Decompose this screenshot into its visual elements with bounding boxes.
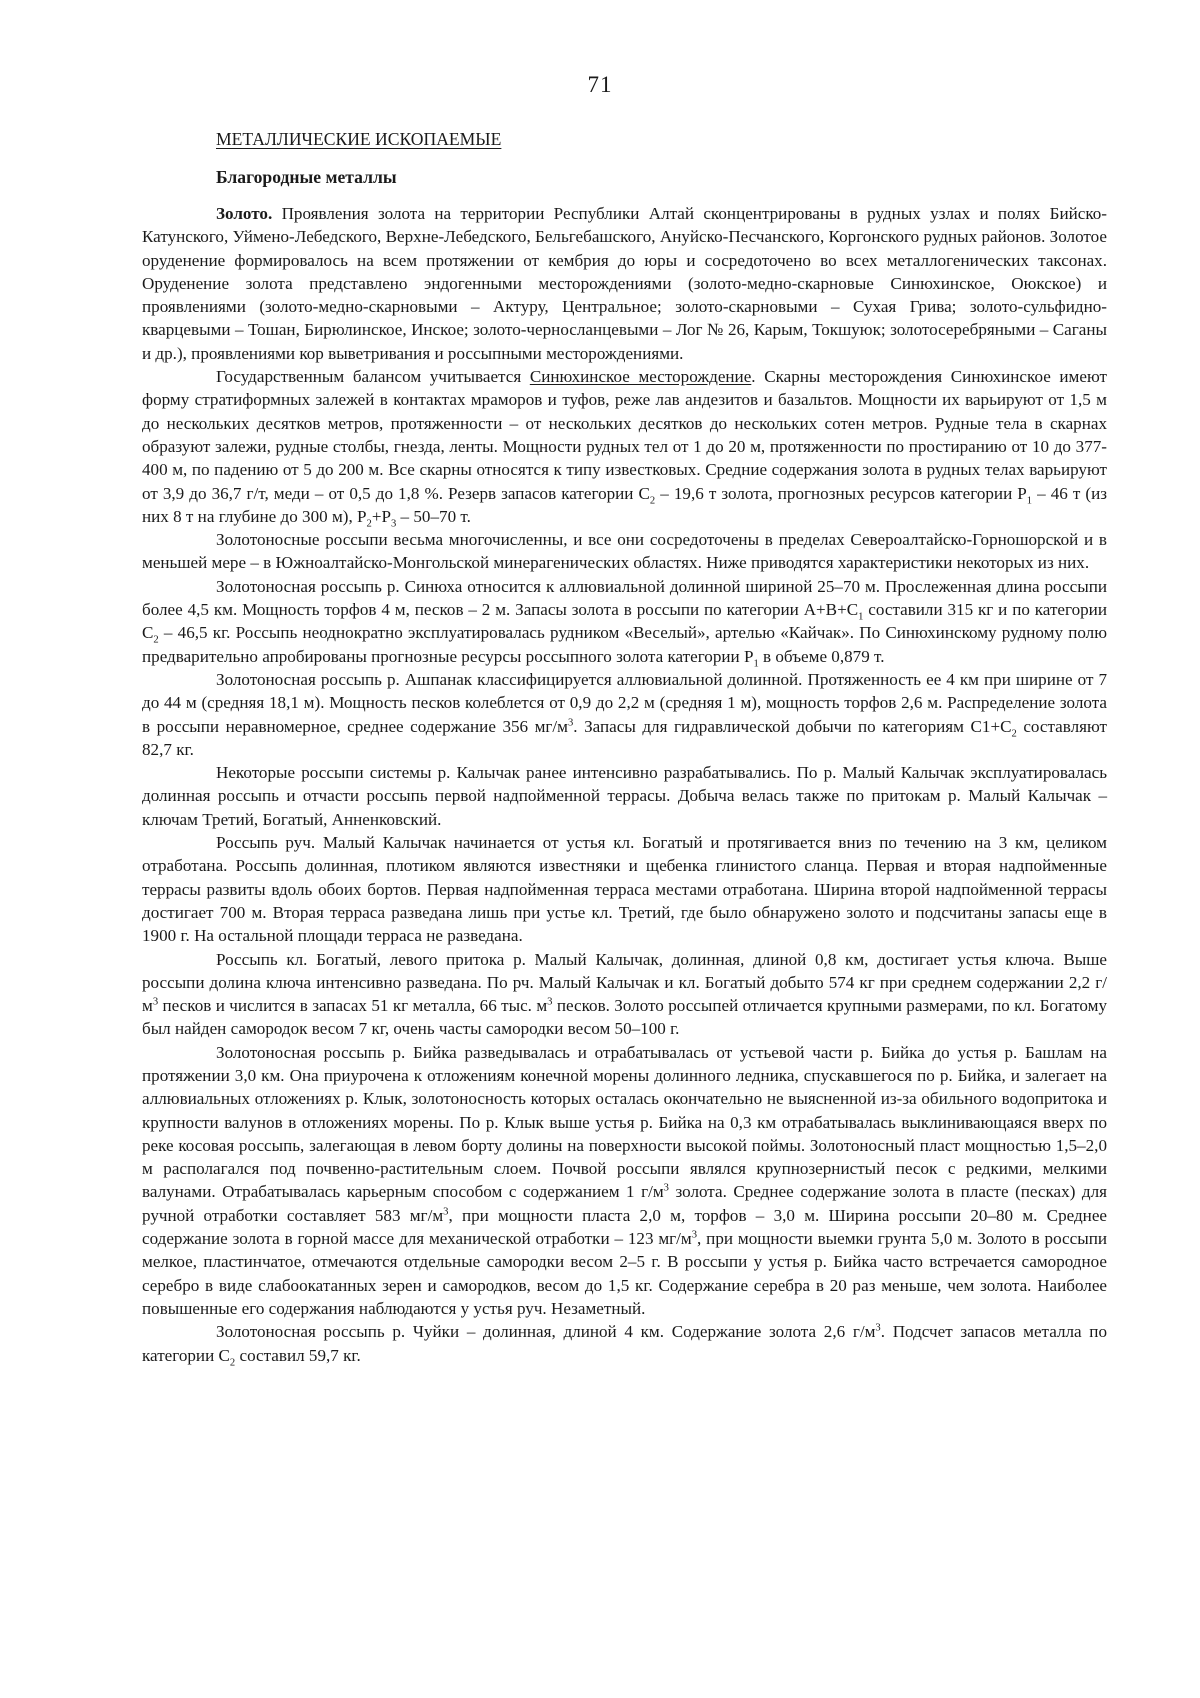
paragraph-maly-kalychak: Россыпь руч. Малый Калычак начинается от устья кл. Богатый и протягивается вниз по течению на 3 км, целиком отработана. Россыпь долинная, плотиком являются известняки и щебенка глинистого сланца. Первая и вторая надпойменные террасы развиты вдоль обоих бортов. Первая надпойменная терраса местами отработана. Ширина второй надпойменной террасы достигает 700 м. Вторая терраса разведана лишь при устье кл. Третий, где было обнаружено золото и подсчитаны запасы еще в 1900 г. На остальной площади терраса не разведана.	[142, 833, 1107, 946]
paragraph-gold-overview: Золото. Проявления золота на территории Республики Алтай сконцентрированы в рудных узлах и полях Бийско-Катунского, Уймено-Лебедского, Верхне-Лебедского, Бельгебашского, Ануйско-Песчанского, Коргонского рудных районов. Золотое оруденение формировалось на всем протяжении от кембрия до юры и сосредоточено во всех металлогенических таксонах. Оруденение золота представлено эндогенными месторождениями (золото-медно-скарновые Синюхинское, Оюкское) и проявлениями (золото-медно-скарновыми – Актуру, Центральное; золото-скарновыми – Сухая Грива; золото-сульфидно-кварцевыми – Тошан, Бирюлинское, Инское; золото-черносланцевыми – Лог № 26, Карым, Токшуюк; золотосеребряными – Саганы и др.), проявлениями кор выветривания и россыпными месторождениями.	[142, 204, 1107, 363]
paragraph-kalychak-system: Некоторые россыпи системы р. Калычак ранее интенсивно разрабатывались. По р. Малый Калычак эксплуатировалась долинная россыпь и отчасти россыпь первой надпойменной террасы. Добыча велась также по притокам р. Малый Калычак – ключам Третий, Богатый, Анненковский.	[142, 763, 1107, 829]
paragraph-chuyki-placer: Золотоносная россыпь р. Чуйки – долинная, длиной 4 км. Содержание золота 2,6 $г/м^3$. Подсчет запасов металла по категории $С_2$ составил 59,7 кг.	[142, 1322, 1107, 1368]
underlined-deposit-name: Синюхинское месторождение	[529, 367, 752, 387]
paragraph-bogaty-placer: Россыпь кл. Богатый, левого притока р. Малый Калычак, долинная, длиной 0,8 км, достигает устья ключа. Выше россыпи долина ключа интенсивно разведана. По рч. Малый Калычак и кл. Богатый добыто 574 кг при среднем содержании 2,2 $г/м^3$ песков и числится в запасах 51 кг металла, 66 тыс. $м^3$ песков. Золото россыпей отличается крупными размерами, по кл. Богатому был найден самородок весом 7 кг, очень часты самородки весом 50–100 г.	[142, 949, 1107, 1039]
section-title: МЕТАЛЛИЧЕСКИЕ ИСКОПАЕМЫЕ	[216, 129, 502, 149]
paragraph-sinyukha-placer: Золотоносная россыпь р. Синюха относится к аллювиальной долинной шириной 25–70 м. Прослеженная длина россыпи более 4,5 км. Мощность торфов 4 м, песков – 2 м. Запасы золота в россыпи по категории $А+В+С_1$ составили 315 кг и по категории $С_2 - 46,5$ кг. Россыпь неоднократно эксплуатировалась рудником «Веселый», артелью «Кайчак». По Синюхинскому рудному полю предварительно апробированы прогнозные ресурсы россыпного золота категории $Р_1$ в объеме 0,879 т.	[142, 576, 1107, 670]
page-content	[142, 126, 1107, 1367]
subsection-title: Благородные металлы	[216, 167, 397, 187]
page-number: 71	[587, 72, 613, 97]
paragraph-biyka-placer: Золотоносная россыпь р. Бийка разведывалась и отрабатывалась от устьевой части р. Бийка до устья р. Башлам на протяжении 3,0 км. Она приурочена к отложениям конечной морены долинного ледника, спускавшегося по р. Бийка, и залегает на аллювиальных отложениях р. Клык, золотоносность которых осталась окончательно не выясненной из-за обильного водопритока и крупности валунов в отложениях морены. По р. Клык выше устья р. Бийка на 0,3 км отрабатывалась выклинивающаяся вверх по реке косовая россыпь, залегающая в левом борту долины на поверхности высокой поймы. Золотоносный пласт мощностью 1,5–2,0 м располагался под почвенно-растительным слоем. Почвой россыпи являлся крупнозернистый песок с редкими, мелкими валунами. Отрабатывалась карьерным способом с содержанием 1 $г/м^3$ золота. Среднее содержание золота в пласте (песках) для ручной отработки составляет 583 $мг/м^3$, при мощности пласта 2,0 м, торфов – 3,0 м. Ширина россыпи 20–80 м. Среднее содержание золота в горной массе для механической отработки – 123 $мг/м^3$, при мощности выемки грунта 5,0 м. Золото в россыпи мелкое, пластинчатое, отмечаются отдельные самородки весом 2–5 г. В россыпи у устья р. Бийка часто встречается самородное серебро в виде слабоокатанных зерен и самородков, весом до 1,5 кг. Содержание серебра в 20 раз меньше, чем золота. Наиболее повышенные его содержания наблюдаются у устья руч. Незаметный.	[142, 1042, 1107, 1318]
paragraph-lead: Золото.	[216, 204, 273, 223]
paragraph-ashpanak-placer: Золотоносная россыпь р. Ашпанак классифицируется аллювиальной долинной. Протяженность ее 4 км при ширине от 7 до 44 м (средняя 18,1 м). Мощность песков колеблется от 0,9 до 2,2 м (средняя 1 м), мощность торфов 2,6 м. Распределение золота в россыпи неравномерное, среднее содержание 356 $мг/м^3$. Запасы для гидравлической добычи по категориям $С1+С_2$ составляют 82,7 кг.	[142, 669, 1107, 759]
paragraph-placers-intro: Золотоносные россыпи весьма многочисленны, и все они сосредоточены в пределах Североалтайско-Горношорской и в меньшей мере – в Южноалтайско-Монгольской минерагенических областях. Ниже приводятся характеристики некоторых из них.	[142, 530, 1107, 573]
paragraph-sinyukha-deposit: Государственным балансом учитывается Синюхинское месторождение. Скарны месторождения Синюхинское имеют форму стратиформных залежей в контактах мраморов и туфов, реже лав андезитов и базальтов. Мощности их варьируют от 1,5 м до нескольких десятков метров, протяженности – от нескольких десятков до нескольких сотен метров. Рудные тела в скарнах образуют залежи, рудные столбы, гнезда, ленты. Мощности рудных тел от 1 до 20 м, протяженности по простиранию от 10 до 377-400 м, по падению от 5 до 200 м. Все скарны относятся к типу известковых. Средние содержания золота в рудных телах варьируют от 3,9 до 36,7 г/т, меди – от 0,5 до 1,8 %. Резерв запасов категории $С_2 - 19,6$ т золота, прогнозных ресурсов категории $Р_1 - 46$ т (из них 8 т на глубине до 300 м), $Р_2+Р_3 - 50-70$ т.	[142, 367, 1107, 530]
